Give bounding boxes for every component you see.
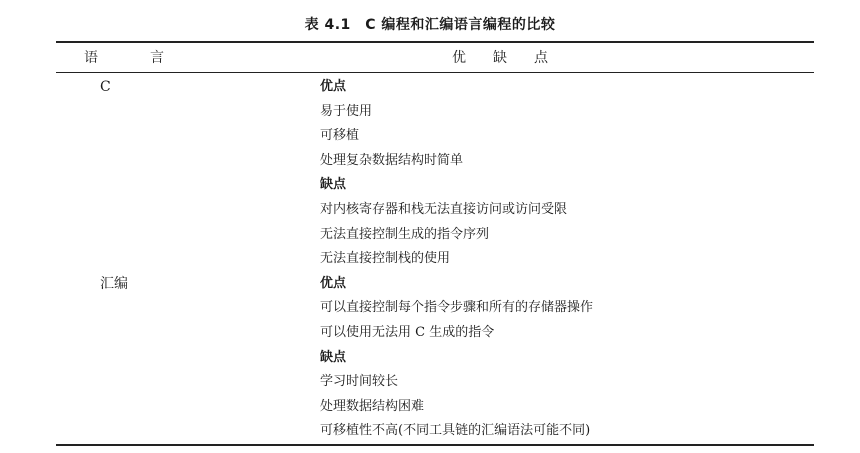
c-pro-item: 易于使用 [320, 103, 373, 119]
c-pro-item: 处理复杂数据结构时简单 [320, 152, 464, 168]
asm-pro-item: 可以使用无法用 C 生成的指令 [320, 324, 495, 340]
header-pros-cons [452, 48, 548, 68]
c-pro-item: 可移植 [320, 128, 360, 144]
asm-cons-heading: 缺点 [320, 349, 347, 365]
asm-pro-item: 可以直接控制每个指令步骤和所有的存储器操作 [320, 300, 594, 316]
header-pros-cons-char: 优 [452, 50, 466, 66]
c-pros-heading: 优点 [320, 79, 347, 94]
table-caption: 表 4.1 C 编程和汇编语言编程的比较 [304, 17, 556, 33]
table-top-rule [56, 41, 814, 43]
c-con-item: 无法直接控制生成的指令序列 [320, 226, 490, 242]
asm-con-item: 可移植性不高(不同工具链的汇编语法可能不同) [320, 423, 591, 439]
header-language-char: 言 [150, 50, 164, 66]
asm-pros-heading: 优点 [320, 275, 347, 291]
language-c: C [100, 79, 111, 95]
language-assembly: 汇编 [100, 276, 128, 292]
header-language [84, 48, 164, 68]
header-pros-cons-char: 缺 [493, 50, 507, 66]
header-pros-cons-char: 点 [534, 50, 548, 66]
header-rule [56, 72, 814, 73]
c-cons-heading: 缺点 [320, 177, 347, 193]
c-con-item: 无法直接控制栈的使用 [320, 251, 451, 267]
header-language-char: 语 [84, 50, 98, 66]
asm-con-item: 学习时间较长 [320, 374, 399, 390]
asm-con-item: 处理数据结构困难 [320, 398, 425, 414]
c-con-item: 对内核寄存器和栈无法直接访问或访问受限 [320, 201, 568, 217]
table-bottom-rule [56, 444, 814, 446]
pros-cons-list [320, 77, 800, 446]
